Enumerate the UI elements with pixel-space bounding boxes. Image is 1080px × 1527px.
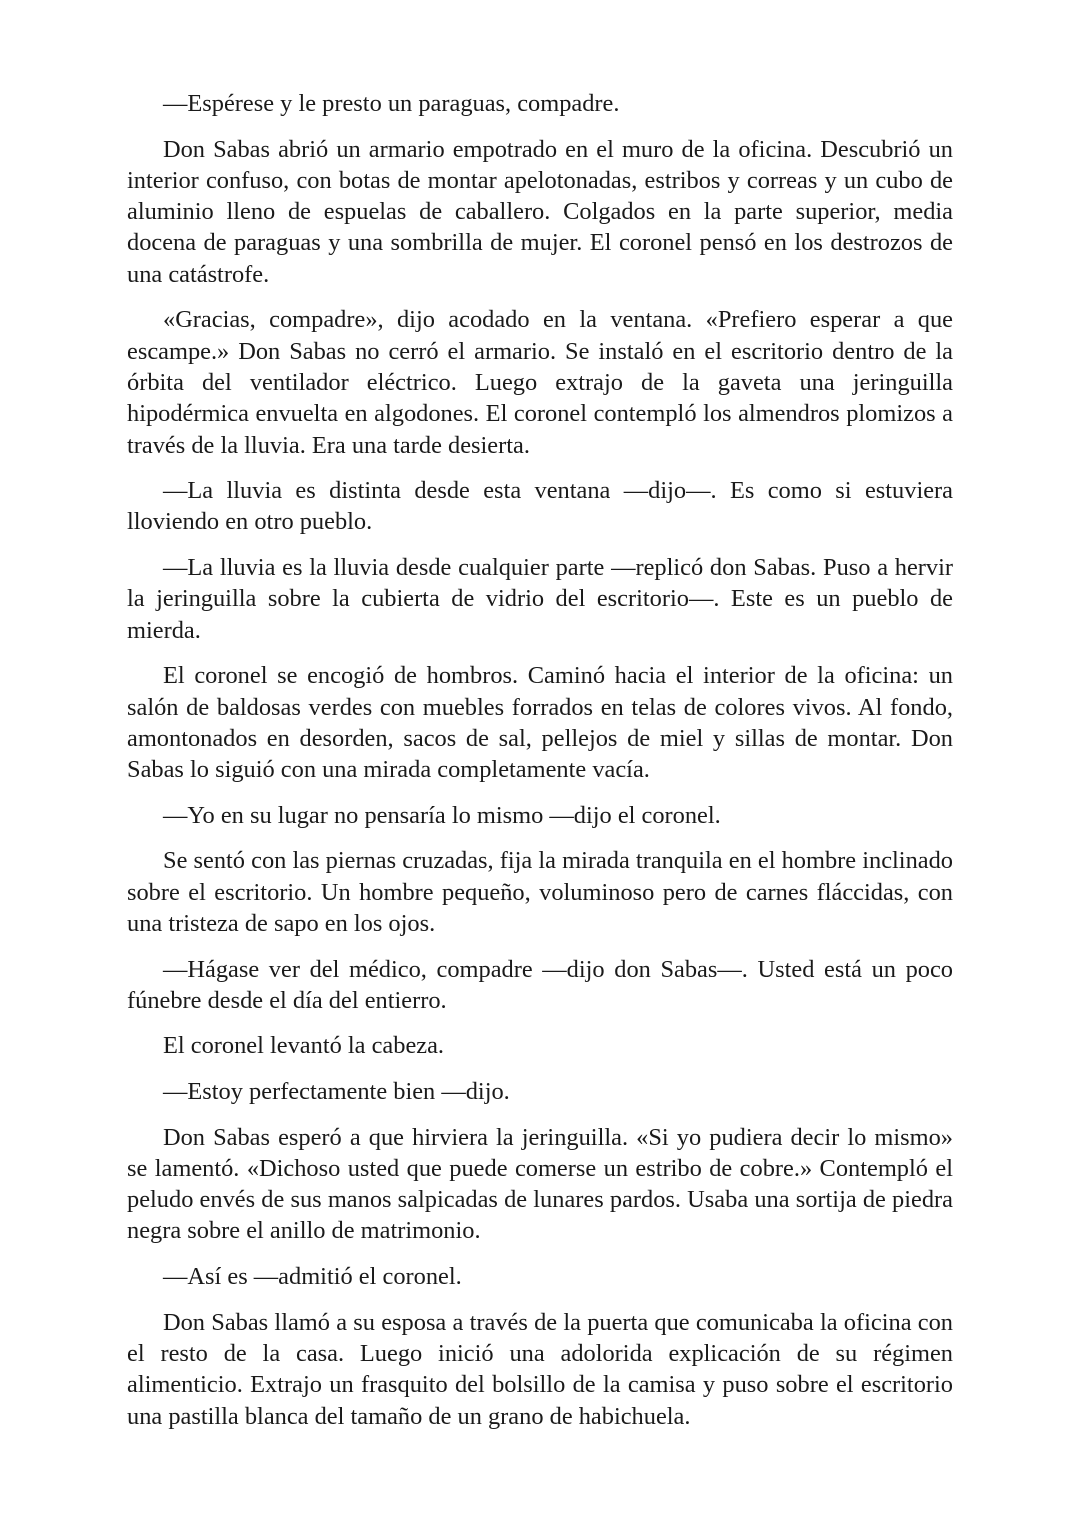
paragraph: —Espérese y le presto un paraguas, compadre. <box>163 90 620 117</box>
paragraph: —Estoy perfectamente bien —dijo. <box>163 1077 510 1105</box>
paragraph: —Así es —admitió el coronel. <box>163 1263 462 1291</box>
paragraph: «Gracias, compadre», dijo acodado en la ventana. «Prefiero esperar a que escampe.» Don Sabas no cerró el armario. Se instaló en el escritorio dentro de la órbita del ventilador eléctrico. Luego extrajo de la gaveta una jeringuilla hipodérmica envuelta en algodones. El coronel contempló los almendros plomizos a través de la lluvia. Era una tarde desierta. <box>127 306 953 459</box>
paragraph: El coronel se encogió de hombros. Caminó hacia el interior de la oficina: un salón de baldosas verdes con muebles forrados en telas de colores vivos. Al fondo, amontonados en desorden, sacos de sal, pellejos de miel y sillas de montar. Don Sabas lo siguió con una mirada completamente vacía. <box>127 662 953 784</box>
paragraph: —La lluvia es la lluvia desde cualquier parte —replicó don Sabas. Puso a hervir la jeringuilla sobre la cubierta de vidrio del escritorio—. Este es un pueblo de mierda. <box>127 554 953 644</box>
paragraph: —La lluvia es distinta desde esta ventana —dijo—. Es como si estuviera lloviendo en otro pueblo. <box>127 477 953 536</box>
paragraph: —Hágase ver del médico, compadre —dijo don Sabas—. Usted está un poco fúnebre desde el día del entierro. <box>127 955 953 1014</box>
paragraph: Don Sabas llamó a su esposa a través de la puerta que comunicaba la oficina con el resto de la casa. Luego inició una adolorida explicación de su régimen alimenticio. Extrajo un frasquito del bolsillo de la camisa y puso sobre el escritorio una pastilla blanca del tamaño de un grano de habichuela. <box>127 1308 953 1430</box>
page-body <box>127 88 953 1432</box>
paragraph: Don Sabas esperó a que hirviera la jeringuilla. «Si yo pudiera decir lo mismo» se lamentó. «Dichoso usted que puede comerse un estribo de cobre.» Contempló el peludo envés de sus manos salpicadas de lunares pardos. Usaba una sortija de piedra negra sobre el anillo de matrimonio. <box>127 1123 953 1245</box>
paragraph: El coronel levantó la cabeza. <box>163 1032 445 1060</box>
paragraph: —Yo en su lugar no pensaría lo mismo —dijo el coronel. <box>163 801 721 829</box>
paragraph: Se sentó con las piernas cruzadas, fija la mirada tranquila en el hombre inclinado sobre el escritorio. Un hombre pequeño, voluminoso pero de carnes fláccidas, con una tristeza de sapo en los ojos. <box>127 847 953 937</box>
paragraph: Don Sabas abrió un armario empotrado en el muro de la oficina. Descubrió un interior confuso, con botas de montar apelotonadas, estribos y correas y un cubo de aluminio lleno de espuelas de caballero. Colgados en la parte superior, media docena de paraguas y una sombrilla de mujer. El coronel pensó en los destrozos de una catástrofe. <box>127 135 953 288</box>
